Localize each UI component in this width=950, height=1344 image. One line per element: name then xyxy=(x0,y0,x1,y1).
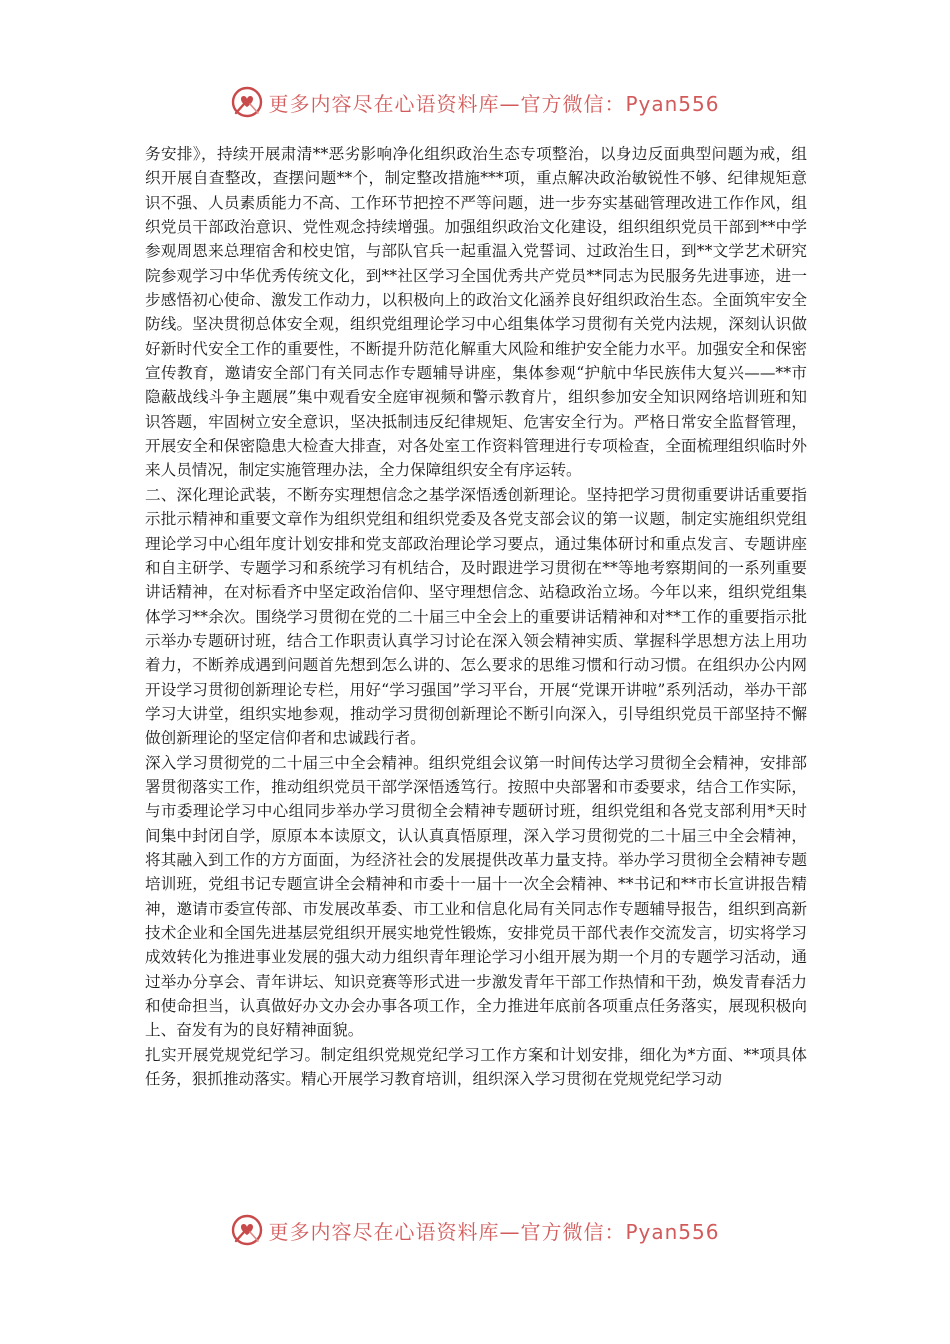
logo-icon xyxy=(230,1213,264,1247)
paragraph: 二、深化理论武装，不断夯实理想信念之基学深悟透创新理论。坚持把学习贯彻重要讲话重要指示批示精神和重要文章作为组织党组和组织党委及各党支部会议的第一议题，制定实施组织党组理论学习中心组年度计划安排和党支部政治理论学习要点，通过集体研讨和重点发言、专题讲座和自主研学、专题学习和系统学习有机结合，及时跟进学习贯彻在**等地考察期间的一系列重要讲话精神，在对标看齐中坚定政治信仰、坚守理想信念、站稳政治立场。今年以来，组织党组集体学习**余次。围绕学习贯彻在党的二十届三中全会上的重要讲话精神和对**工作的重要指示批示举办专题研讨班，结合工作职责认真学习讨论在深入领会精神实质、掌握科学思想方法上用功着力，不断养成遇到问题首先想到怎么讲的、怎么要求的思维习惯和行动习惯。在组织办公内网开设学习贯彻创新理论专栏，用好“学习强国”学习平台，开展“党课开讲啦”系列活动，举办干部学习大讲堂，组织实地参观，推动学习贯彻创新理论不断引向深入，引导组织党员干部坚持不懈做创新理论的坚定信仰者和忠诚践行者。 xyxy=(145,485,807,748)
paragraph: 扎实开展党规党纪学习。制定组织党规党纪学习工作方案和计划安排，细化为*方面、**项具体任务，狠抓推动落实。精心开展学习教育培训，组织深入学习贯彻在党规党纪学习动 xyxy=(145,1045,807,1089)
footer-watermark xyxy=(0,1210,950,1250)
document-body xyxy=(145,142,807,1091)
paragraph: 深入学习贯彻党的二十届三中全会精神。组织党组会议第一时间传达学习贯彻全会精神，安排部署贯彻落实工作，推动组织党员干部学深悟透笃行。按照中央部署和市委要求，结合工作实际，与市委理论学习中心组同步举办学习贯彻全会精神专题研讨班，组织党组和各党支部利用*天时间集中封闭自学，原原本本读原文，认认真真悟原理，深入学习贯彻党的二十届三中全会精神，将其融入到工作的方方面面，为经济社会的发展提供改革力量支持。举办学习贯彻全会精神专题培训班，党组书记专题宣讲全会精神和市委十一届十一次全会精神、**书记和**市长宣讲报告精神，邀请市委宣传部、市发展改革委、市工业和信息化局有关同志作专题辅导报告，组织到高新技术企业和全国先进基层党组织开展实地党性锻炼，安排党员干部代表作交流发言，切实将学习成效转化为推进事业发展的强大动力组织青年理论学习小组开展为期一个月的专题学习活动，通过举办分享会、青年讲坛、知识竞赛等形式进一步激发青年干部工作热情和干劲，焕发青春活力和使命担当，认真做好办文办会办事各项工作，全力推进年底前各项重点任务落实，展现积极向上、奋发有为的良好精神面貌。 xyxy=(145,753,807,1040)
watermark-text: 更多内容尽在心语资料库—官方微信：Pyan556 xyxy=(268,1219,720,1244)
paragraph: 务安排》，持续开展肃清**恶劣影响净化组织政治生态专项整治，以身边反面典型问题为戒，组织开展自查整改，查摆问题**个，制定整改措施***项，重点解决政治敏锐性不够、纪律规矩意识不强、人员素质能力不高、工作环节把控不严等问题，进一步夯实基础管理改进工作作风，组织党员干部政治意识、党性观念持续增强。加强组织政治文化建设，组织组织党员干部到**中学参观周恩来总理宿舍和校史馆，与部队官兵一起重温入党誓词、过政治生日，到**文学艺术研究院参观学习中华优秀传统文化，到**社区学习全国优秀共产党员**同志为民服务先进事迹，进一步感悟初心使命、激发工作动力，以积极向上的政治文化涵养良好组织政治生态。全面筑牢安全防线。坚决贯彻总体安全观，组织党组理论学习中心组集体学习贯彻有关党内法规，深刻认识做好新时代安全工作的重要性，不断提升防范化解重大风险和维护安全能力水平。加强安全和保密宣传教育，邀请安全部门有关同志作专题辅导讲座，集体参观“护航中华民族伟大复兴——**市隐蔽战线斗争主题展”集中观看安全庭审视频和警示教育片，组织参加安全知识网络培训班和知识答题，牢固树立安全意识，坚决抵制违反纪律规矩、危害安全行为。严格日常安全监督管理，开展安全和保密隐患大检查大排查，对各处室工作资料管理进行专项检查，全面梳理组织临时外来人员情况，制定实施管理办法，全力保障组织安全有序运转。 xyxy=(145,145,807,480)
logo-icon xyxy=(230,85,264,119)
watermark-text: 更多内容尽在心语资料库—官方微信：Pyan556 xyxy=(268,91,720,116)
header-watermark xyxy=(0,82,950,122)
